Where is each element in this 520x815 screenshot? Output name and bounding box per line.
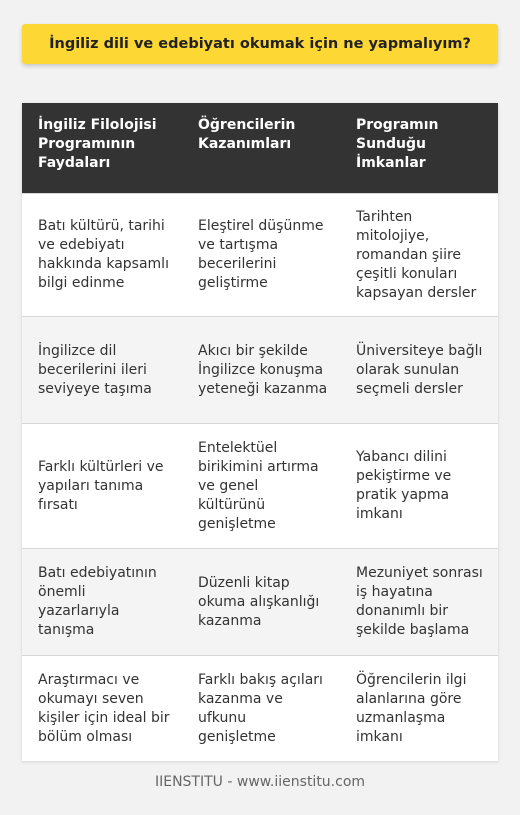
table-cell: Yabancı dilini pekiştirme ve pratik yapma imkanı [356, 449, 452, 522]
page-title: İngiliz dili ve edebiyatı okumak için ne yapmalıyım? [49, 36, 471, 52]
table-cell: Araştırmacı ve okumayı seven kişiler için ideal bir bölüm olması [38, 671, 170, 745]
table-row [22, 194, 498, 317]
footer-credit: IIENSTITU - www.iienstitu.com [154, 774, 366, 790]
table-cell: İngilizce dil becerilerini ileri seviyeye taşıma [38, 342, 152, 397]
table-cell: Batı kültürü, tarihi ve edebiyatı hakkında kapsamlı bilgi edinme [38, 218, 169, 291]
title-banner [22, 24, 498, 64]
table-cell: Mezuniyet sonrası iş hayatına donanımlı bir şekilde başlama [356, 565, 483, 638]
table-cell: Düzenli kitap okuma alışkanlığı kazanma [198, 574, 320, 629]
comparison-table [22, 103, 498, 761]
header-cell: Programın Sunduğu İmkanlar [356, 117, 439, 171]
table-cell: Farklı bakış açıları kazanma ve ufkunu genişletme [198, 671, 323, 745]
table-cell: Tarihten mitolojiye, romandan şiire çeşitli konuları kapsayan dersler [356, 208, 477, 301]
table-cell: Farklı kültürleri ve yapıları tanıma fırsatı [38, 458, 164, 513]
table-row [22, 424, 498, 549]
table-cell: Öğrencilerin ilgi alanlarına göre uzmanlaşma imkanı [356, 671, 467, 745]
header-cell: İngiliz Filolojisi Programının Faydaları [38, 117, 157, 171]
table-cell: Eleştirel düşünme ve tartışma becerilerini geliştirme [198, 218, 324, 291]
table-row [22, 549, 498, 656]
table-header-row [22, 103, 498, 194]
table-row [22, 317, 498, 424]
table-cell: Entelektüel birikimini artırma ve genel kültürünü genişletme [198, 439, 319, 532]
table-row [22, 656, 498, 761]
table-cell: Üniversiteye bağlı olarak sunulan seçmeli dersler [356, 342, 483, 397]
header-cell: Öğrencilerin Kazanımları [198, 117, 296, 152]
table-cell: Akıcı bir şekilde İngilizce konuşma yeteneği kazanma [198, 342, 328, 397]
table-cell: Batı edebiyatının önemli yazarlarıyla tanışma [38, 565, 157, 638]
